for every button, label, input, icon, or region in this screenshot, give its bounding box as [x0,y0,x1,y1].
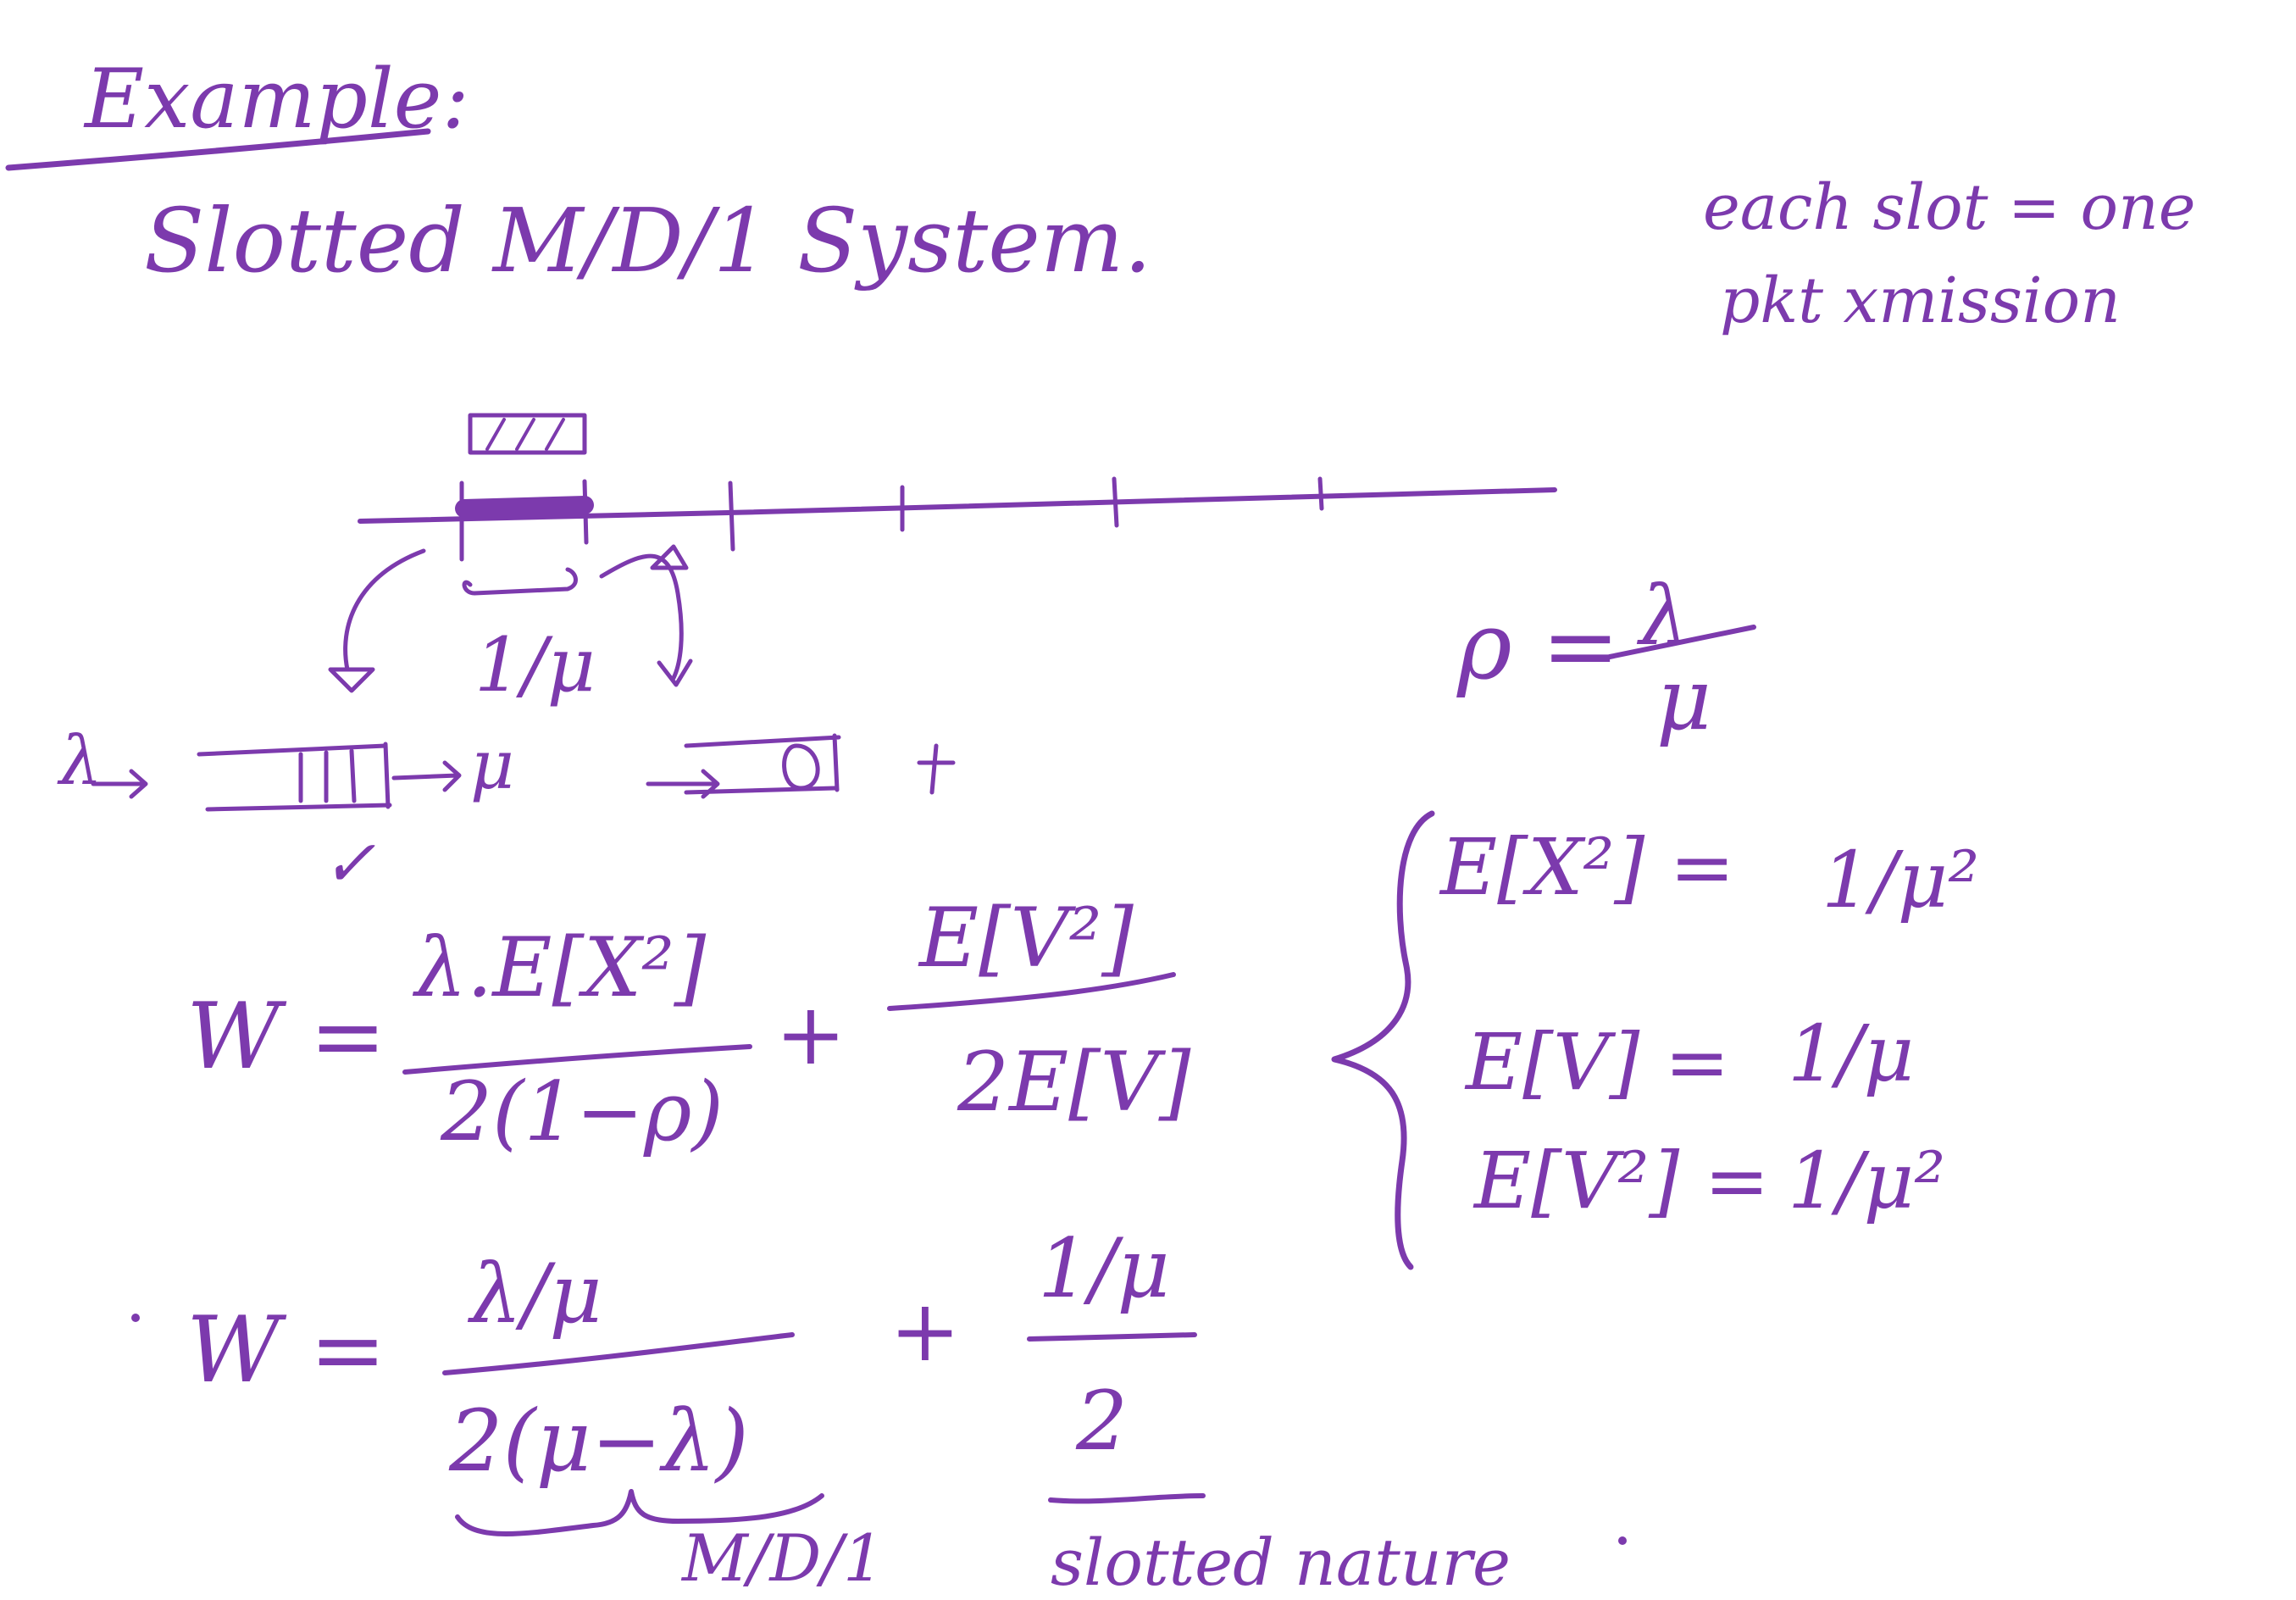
tick-2 [730,483,733,549]
eq1-frac2-den: 2E[V] [957,1035,1191,1130]
eq2-frac1-num: λ/μ [470,1247,602,1342]
right-curve-arrow [602,556,690,685]
rho-numerator: λ [1639,569,1691,664]
second-buffer-exit [919,746,953,792]
curly-brace [1334,814,1432,1267]
note-line-1: each slot = one [1703,171,2196,244]
service-time-label: 1/μ [474,621,596,708]
eq2-frac2-num: 1/μ [1038,1221,1170,1316]
queue-diagram [57,721,953,901]
rho-lhs: ρ = [1457,592,1620,700]
packet-hatch [487,419,563,449]
rho-denominator: μ [1656,650,1711,749]
equation-1 [186,891,1191,1159]
md1-annotation: M/D/1 [682,1520,885,1596]
slotted-annotation: slotted nature [1051,1525,1511,1600]
tick-4 [1114,479,1117,525]
eq1-lhs: W = [186,984,386,1090]
ex2-lhs: E[X²] = [1440,822,1735,913]
ev2-rhs: 1/μ² [1788,1136,1946,1226]
queue-buffer [199,744,390,809]
equation-2 [131,1221,1203,1534]
stray-dot-left [131,1314,140,1322]
title-text: Example: [85,52,469,147]
second-buffer-packet [785,746,818,788]
service-rate-label: μ [470,725,514,804]
rho-definition [1456,569,1754,749]
slotted-underline [1051,1496,1203,1501]
eq2-frac2-den: 2 [1076,1374,1129,1469]
queue-out-arrow [394,763,459,790]
moments-block [1334,814,1979,1267]
eq1-frac1-den: 2(1−ρ) [441,1064,724,1159]
eq2-lhs: W = [186,1297,386,1403]
eq1-frac2-num: E[V²] [919,891,1134,986]
slot-width-arrow [464,569,575,593]
subtitle-text: Slotted M/D/1 System. [144,189,1152,292]
eq1-frac1-num: λ.E[X²] [415,920,707,1015]
eq2-frac1-den: 2(μ−λ) [449,1392,749,1491]
stray-dot-right [1618,1536,1627,1545]
check-mark: ✓ [322,825,376,901]
ev-rhs: 1/μ [1788,1008,1915,1099]
slot-bar [464,505,585,508]
tick-5 [1320,479,1322,508]
ev-lhs: E[V] = [1466,1017,1730,1108]
ev2-lhs: E[V²] = [1474,1136,1770,1226]
eq2-frac2-bar [1029,1335,1195,1339]
left-curve-arrow [330,551,424,691]
arrival-rate-label: λ [59,721,103,800]
eq2-plus: + [890,1281,961,1381]
eq1-plus: + [775,985,846,1084]
ex2-rhs: 1/μ² [1822,835,1980,925]
note-line-2: pkt xmission [1720,264,2121,337]
queue-packets [301,751,354,801]
